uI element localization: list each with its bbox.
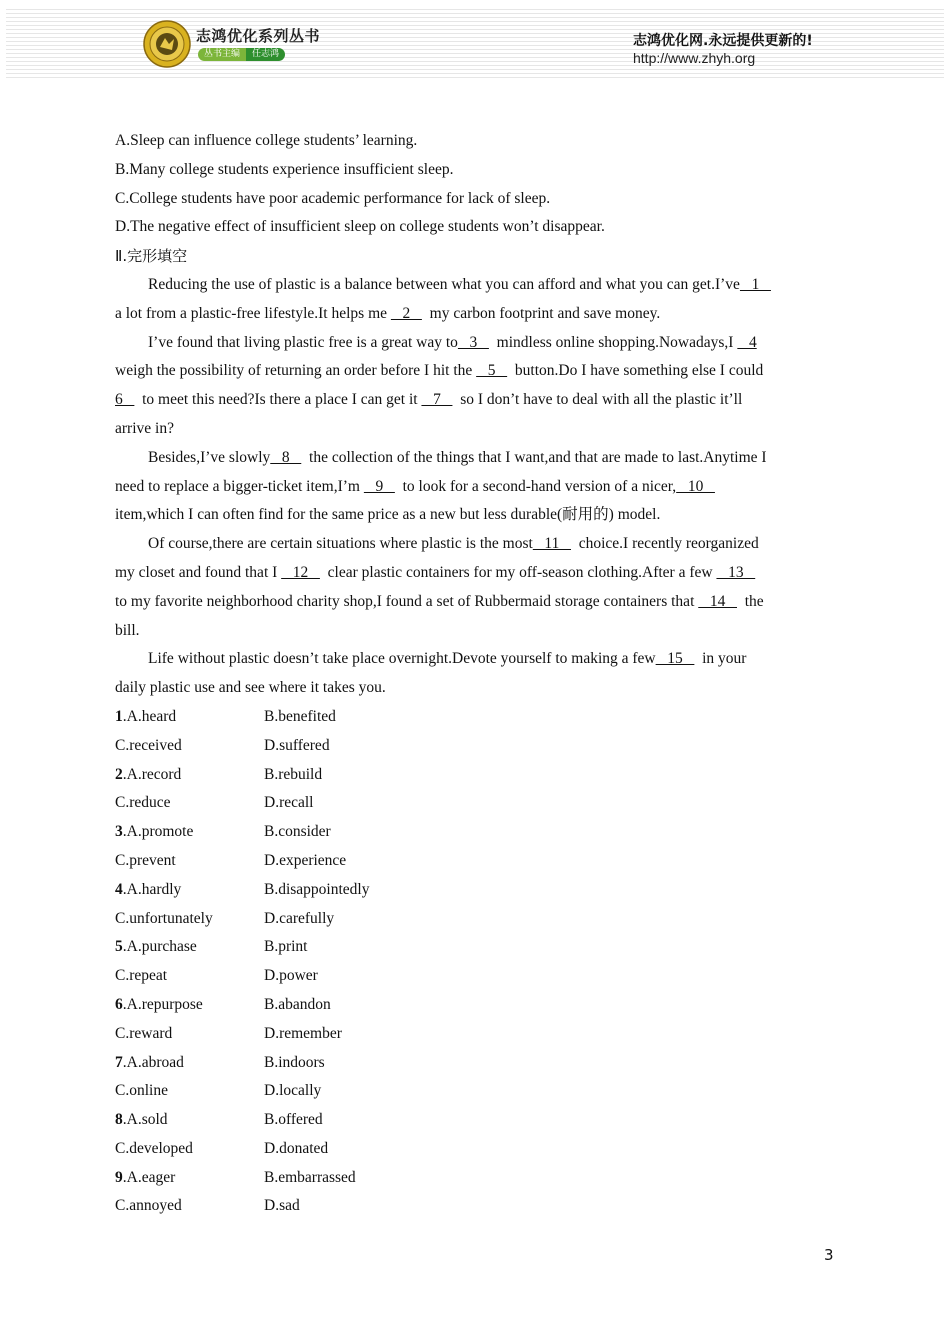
passage-line: arrive in? [115, 419, 174, 437]
option-b: B.abandon [264, 995, 331, 1013]
option-a-text: .A.eager [122, 1168, 176, 1186]
passage-line [115, 300, 835, 329]
option-line: D.The negative effect of insufficient sleep on college students won’t disappear. [115, 218, 605, 236]
option-b: B.rebuild [264, 765, 323, 783]
passage-line [115, 473, 835, 502]
option-a-text: .A.record [122, 765, 182, 783]
publisher-seal-logo [143, 20, 191, 68]
blank-2: 2 [390, 304, 422, 322]
blank-11: 11 [532, 535, 571, 553]
question-row [115, 962, 835, 991]
question-row [115, 847, 835, 876]
passage-text: a lot from a plastic-free lifestyle.It helps me [115, 304, 391, 322]
question-number: 6 [115, 995, 123, 1013]
editor-label: 丛书主编 [198, 48, 246, 61]
option-d: D.remember [264, 1024, 342, 1042]
page-content [115, 127, 835, 1221]
option-b: B.consider [264, 823, 331, 841]
question-number: 7 [115, 1053, 123, 1071]
blank-1: 1 [739, 275, 771, 293]
option-d: D.suffered [264, 736, 330, 754]
passage-text: button.Do I have something else I could [507, 362, 764, 380]
question-row [115, 876, 835, 905]
question-row [115, 1135, 835, 1164]
question-row [115, 1077, 835, 1106]
passage-text: to meet this need?Is there a place I can get it [134, 391, 422, 409]
option-a-text: .A.sold [122, 1111, 168, 1129]
passage-line [115, 559, 835, 588]
option-c: C.reduce [115, 794, 171, 812]
option-c: C.received [115, 736, 182, 754]
passage-line [115, 645, 835, 674]
passage-line [115, 588, 835, 617]
option-a-text: .A.promote [122, 823, 194, 841]
passage-text: Of course,there are certain situations where plastic is the most [148, 535, 533, 553]
question-row [115, 818, 835, 847]
passage-line [115, 357, 835, 386]
option-line: B.Many college students experience insufficient sleep. [115, 160, 454, 178]
option-a [115, 1164, 264, 1193]
passage-text: in your [694, 650, 747, 668]
question-number: 5 [115, 938, 123, 956]
question-row [115, 703, 835, 732]
blank-14: 14 [698, 592, 737, 610]
passage-line [115, 530, 835, 559]
option-c: C.online [115, 1082, 168, 1100]
passage-text: to my favorite neighborhood charity shop,I found a set of Rubbermaid storage containers that [115, 592, 699, 610]
question-row [115, 1106, 835, 1135]
option-a [115, 991, 264, 1020]
option-a [115, 761, 264, 790]
passage-line [115, 329, 835, 358]
blank-12: 12 [281, 563, 320, 581]
passage-text: to look for a second-hand version of a nicer, [394, 477, 677, 495]
option-a-text: .A.repurpose [122, 995, 203, 1013]
option-a-text: .A.purchase [122, 938, 197, 956]
question-row [115, 991, 835, 1020]
passage-text: weigh the possibility of returning an order before I hit the [115, 362, 477, 380]
passage-text: my carbon footprint and save money. [421, 304, 661, 322]
option-b: B.indoors [264, 1053, 325, 1071]
blank-5: 5 [476, 362, 508, 380]
passage-line: bill. [115, 621, 140, 639]
question-number: 8 [115, 1111, 123, 1129]
option-b: B.print [264, 938, 308, 956]
option-b: B.disappointedly [264, 880, 370, 898]
question-row [115, 1164, 835, 1193]
blank-6: 6 [115, 391, 135, 409]
option-d: D.recall [264, 794, 314, 812]
option-a [115, 876, 264, 905]
option-a-text: .A.hardly [122, 880, 182, 898]
option-a [115, 1106, 264, 1135]
passage-text: Reducing the use of plastic is a balance between what you can afford and what you can get.I’ve [148, 275, 740, 293]
question-row [115, 933, 835, 962]
blank-15: 15 [655, 650, 695, 668]
blank-4: 4 [737, 333, 757, 351]
blank-9: 9 [363, 477, 395, 495]
section-heading: Ⅱ.完形填空 [115, 247, 188, 266]
question-row [115, 732, 835, 761]
header-slogan: 志鸿优化网.永远提供更新的! [633, 33, 813, 49]
passage-text: Life without plastic doesn’t take place overnight.Devote yourself to making a few [148, 650, 656, 668]
option-d: D.locally [264, 1082, 322, 1100]
series-title: 志鸿优化系列丛书 [196, 27, 321, 45]
option-c: C.unfortunately [115, 909, 213, 927]
passage-line: item,which I can often find for the same price as a new but less durable(耐用的) model. [115, 506, 661, 524]
passage-line [115, 444, 835, 473]
option-a-text: .A.abroad [122, 1053, 184, 1071]
passage-text: Besides,I’ve slowly [148, 448, 271, 466]
question-number: 2 [115, 765, 123, 783]
option-c: C.repeat [115, 967, 168, 985]
question-number: 9 [115, 1168, 123, 1186]
question-row [115, 1049, 835, 1078]
option-a [115, 703, 264, 732]
passage-text: mindless online shopping.Nowadays,I [488, 333, 738, 351]
blank-13: 13 [716, 563, 756, 581]
passage-text: my closet and found that I [115, 563, 282, 581]
editor-badge [198, 48, 285, 61]
page-number: 3 [824, 1246, 834, 1264]
option-c: C.annoyed [115, 1197, 182, 1215]
blank-3: 3 [457, 333, 489, 351]
option-d: D.power [264, 967, 318, 985]
passage-line [115, 271, 835, 300]
option-c: C.prevent [115, 851, 176, 869]
blank-8: 8 [270, 448, 302, 466]
passage-text: need to replace a bigger-ticket item,I’m [115, 477, 364, 495]
question-number: 1 [115, 707, 123, 725]
option-b: B.benefited [264, 707, 336, 725]
blank-10: 10 [676, 477, 715, 495]
option-line: C.College students have poor academic performance for lack of sleep. [115, 189, 551, 207]
passage-text: choice.I recently reorganized [570, 535, 759, 553]
question-number: 4 [115, 880, 123, 898]
option-b: B.embarrassed [264, 1168, 356, 1186]
option-line: A.Sleep can influence college students’ learning. [115, 132, 418, 149]
option-a [115, 1049, 264, 1078]
header-url[interactable]: http://www.zhyh.org [633, 50, 756, 66]
option-d: D.experience [264, 851, 347, 869]
option-c: C.developed [115, 1139, 193, 1157]
question-row [115, 905, 835, 934]
question-row [115, 761, 835, 790]
option-d: D.donated [264, 1139, 329, 1157]
question-number: 3 [115, 823, 123, 841]
option-a-text: .A.heard [122, 707, 177, 725]
option-c: C.reward [115, 1024, 173, 1042]
option-a [115, 818, 264, 847]
option-d: D.carefully [264, 909, 335, 927]
question-list [115, 703, 835, 1221]
passage-text: the [737, 592, 764, 610]
passage-text: the collection of the things that I want,and that are made to last.Anytime I [301, 448, 767, 466]
passage-line: daily plastic use and see where it takes you. [115, 679, 386, 697]
option-b: B.offered [264, 1111, 323, 1129]
passage-text: clear plastic containers for my off-season clothing.After a few [319, 563, 717, 581]
question-row [115, 789, 835, 818]
option-d: D.sad [264, 1197, 300, 1215]
option-a [115, 933, 264, 962]
question-row [115, 1192, 835, 1221]
passage-text: I’ve found that living plastic free is a great way to [148, 333, 458, 351]
passage-line [115, 386, 835, 415]
blank-7: 7 [421, 391, 453, 409]
editor-name: 任志鸿 [246, 48, 285, 61]
question-row [115, 1020, 835, 1049]
passage-text: so I don’t have to deal with all the plastic it’ll [452, 391, 743, 409]
